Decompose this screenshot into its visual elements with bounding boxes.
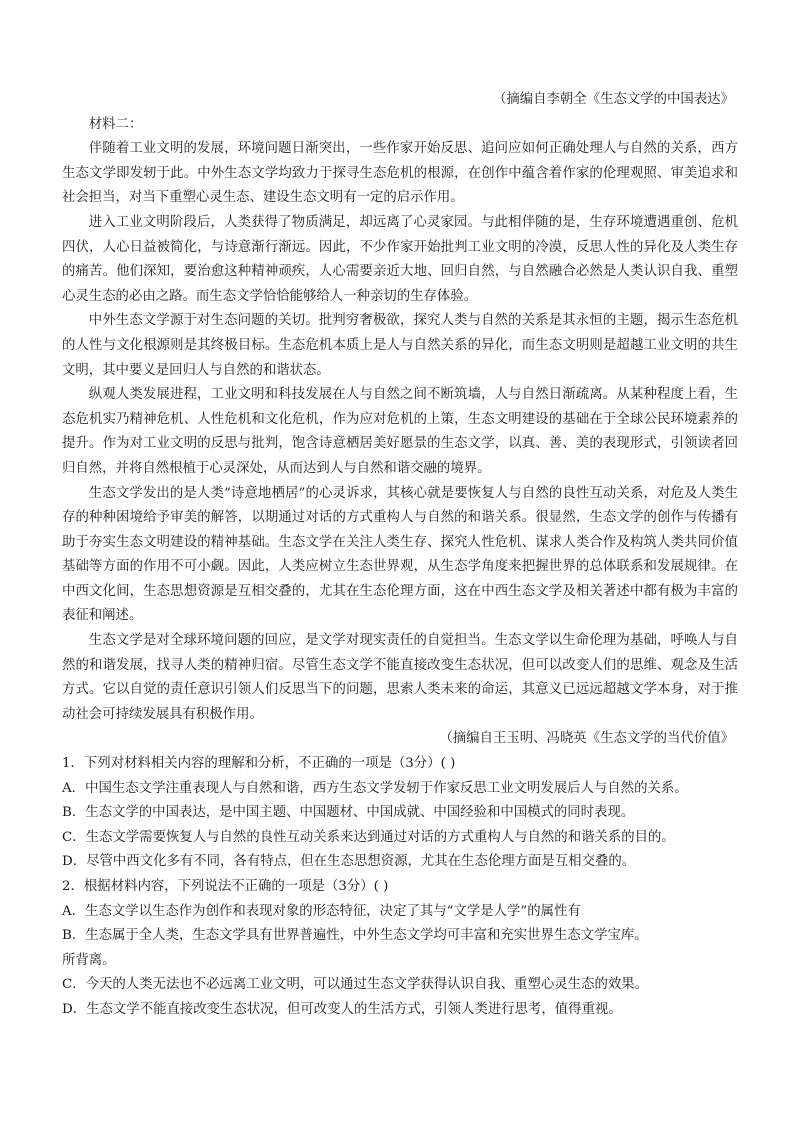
- paragraph: 进入工业文明阶段后，人类获得了物质满足，却远离了心灵家园。与此相伴随的是，生存环境遭遇重创、危机四伏，人心日益被简化，与诗意渐行渐远。因此，不少作家开始批判工业文明的冷漠，反思人性的异化及人类生存的痛苦。他们深知，要治愈这种精神顽疾，人心需要亲近大地、回归自然，与自然融合必然是人类认识自我、重塑心灵生态的必由之路。而生态文学恰恰能够给人一种亲切的生存体验。: [62, 214, 738, 304]
- source-citation-top: （摘编自李朝全《生态文学的中国表达》: [492, 92, 734, 107]
- option-d: D．生态文学不能直接改变生态状况，但可改变人的生活方式，引领人类进行思考，值得重视。: [62, 1001, 622, 1017]
- paragraph: 纵观人类发展进程，工业文明和科技发展在人与自然之间不断筑墙，人与自然日渐疏离。从某种程度上看，生态危机实乃精神危机、人性危机和文化危机，作为应对危机的上策，生态文明建设的基础在于全球公民环境素养的提升。作为对工业文明的反思与批判，饱含诗意栖居美好愿景的生态文学，以真、善、美的表现形式，引领读者回归自然，并将自然根植于心灵深处，从而达到人与自然和谐交融的境界。: [62, 387, 738, 476]
- option-c: C．生态文学需要恢复人与自然的良性互动关系来达到通过对话的方式重构人与自然的和谐关系的目的。: [62, 829, 675, 845]
- question-stem: 1．下列对材料相关内容的理解和分析，不正确的一项是（3分）( ): [62, 756, 456, 772]
- paragraph: 生态文学是对全球环境问题的回应，是文学对现实责任的自觉担当。生态文学以生命伦理为基础，呼唤人与自然的和谐发展，找寻人类的精神归宿。尽管生态文学不能直接改变生态状况，但可以改变人们的思维、观念及生活方式。它以自觉的责任意识引领人们反思当下的问题，思索人类未来的命运，其意义已远远超越文学本身，对于推动社会可持续发展具有积极作用。: [62, 633, 738, 722]
- option-d: D．尽管中西文化多有不同，各有特点，但在生态思想资源，尤其在生态伦理方面是互相交叠的。: [62, 854, 636, 870]
- option-a: A．生态文学以生态作为创作和表现对象的形态特征，决定了其与“文学是人学”的属性有: [62, 903, 581, 919]
- option-c: C．今天的人类无法也不必远离工业文明，可以通过生态文学获得认识自我、重塑心灵生态的效果。: [62, 977, 649, 993]
- option-b: B．生态文学的中国表达，是中国主题、中国题材、中国成就、中国经验和中国模式的同时表现。: [62, 805, 635, 821]
- option-b: B．生态属于全人类，生态文学具有世界普遍性，中外生态文学均可丰富和充实世界生态文学宝库。: [62, 928, 648, 944]
- option-a-continuation: 所背离。: [62, 952, 116, 968]
- question-1: [62, 752, 738, 875]
- paragraph: 伴随着工业文明的发展，环境问题日渐突出，一些作家开始反思、追问应如何正确处理人与自然的关系，西方生态文学即发轫于此。中外生态文学均致力于探寻生态危机的根源，在创作中蕴含着作家的伦理观照、审美追求和社会担当，对当下重塑心灵生态、建设生态文明有一定的启示作用。: [62, 141, 738, 206]
- option-a: A．中国生态文学注重表现人与自然和谐，西方生态文学发轫于作家反思工业文明发展后人与自然的关系。: [62, 780, 688, 796]
- question-stem: 2．根据材料内容，下列说法不正确的一项是（3分）( ): [62, 879, 389, 894]
- question-2: [62, 875, 738, 1023]
- material-heading: 材料二：: [88, 116, 143, 132]
- paragraph: 中外生态文学源于对生态问题的关切。批判穷奢极欲，探究人类与自然的关系是其永恒的主题，揭示生态危机的人性与文化根源则是其终极目标。生态危机本质上是人与自然关系的异化，而生态文明则是超越工业文明的共生文明，其中要义是回归人与自然的和谐状态。: [62, 313, 738, 378]
- paragraph: 生态文学发出的是人类“诗意地栖居”的心灵诉求，其核心就是要恢复人与自然的良性互动关系，对危及人类生存的种种困境给予审美的解答，以期通过对话的方式重构人与自然的和谐关系。很显然，生态文学的创作与传播有助于夯实生态文明建设的精神基础。生态文学在关注人类生存、探究人性危机、谋求人类合作及构筑人类共同价值基础等方面的作用不可小觑。因此，人类应树立生态世界观，从生态学角度来把握世界的总体联系和发展规律。在中西文化间，生态思想资源是互相交叠的，尤其在生态伦理方面，这在中西生态文学及相关著述中都有极为丰富的表征和阐述。: [62, 485, 738, 624]
- source-citation-bottom: （摘编自王玉明、冯晓英《生态文学的当代价值》: [439, 731, 734, 747]
- document-body: [62, 88, 738, 1023]
